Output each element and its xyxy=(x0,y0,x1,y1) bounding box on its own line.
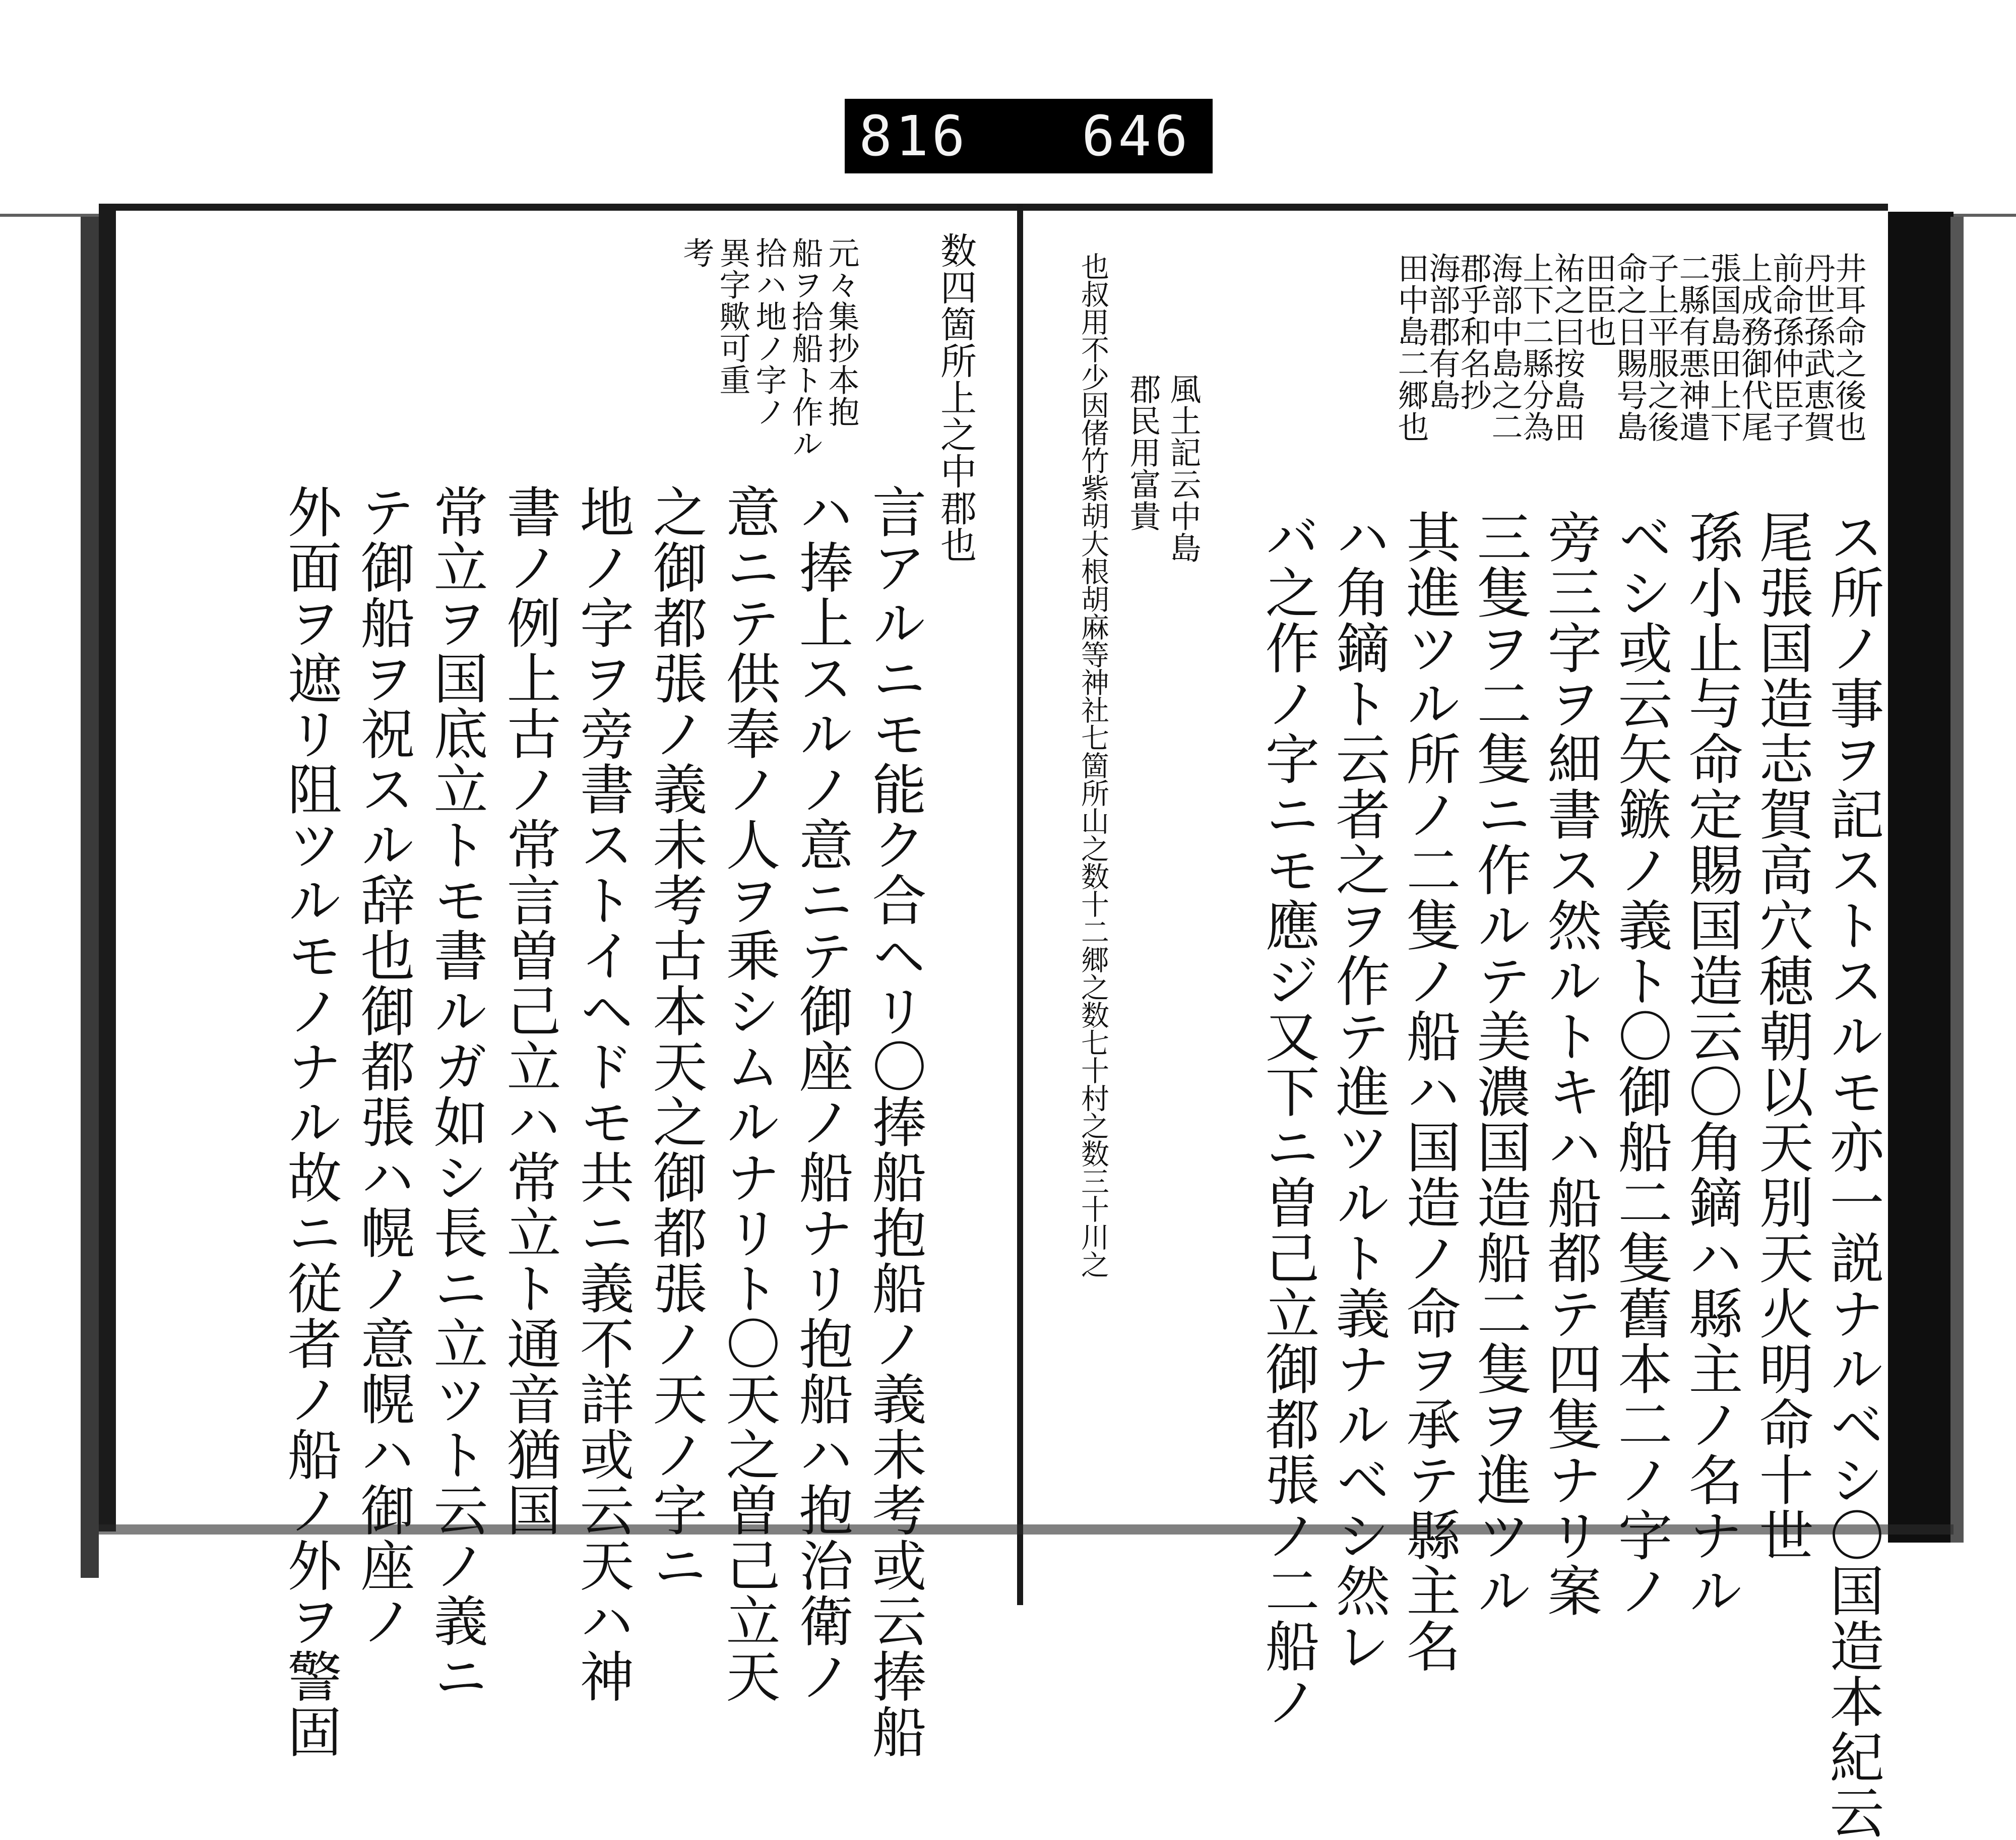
left-main-line: 言アルニモ能ク合ヘリ〇捧船抱船ノ義未考或云捧船 xyxy=(863,484,926,1759)
right-note-line: 上成務御代尾 xyxy=(1736,252,1773,443)
right-note-line: 二縣有悪神遣 xyxy=(1674,252,1711,443)
right-main-line: 孫小止与命定賜国造云〇角鏑ハ縣主ノ名ナル xyxy=(1679,509,1742,1618)
right-note-line: 命之日賜号島 xyxy=(1611,252,1648,443)
right-main-line: 尾張国造志賀高穴穂朝以天別天火明命十世 xyxy=(1750,509,1813,1563)
right-note-line: 郡乎和名抄 xyxy=(1455,252,1492,411)
right-note-line: 前命孫仲臣子 xyxy=(1768,252,1804,443)
right-main-line: ス所ノ事ヲ記ストスルモ亦一説ナルベシ〇国造本紀云 xyxy=(1820,509,1883,1840)
right-book-spine xyxy=(1888,212,1954,1543)
right-spine-edge xyxy=(1950,217,1964,1543)
left-main-line: 之御都張ノ義未考古本天之御都張ノ天ノ字ニ xyxy=(644,484,707,1593)
left-main-line: テ御船ヲ祝スル辞也御都張ハ幌ノ意幌ハ御座ノ xyxy=(351,484,414,1648)
left-main-line: 常立ヲ国底立トモ書ルガ如シ長ニ立ツト云ノ義ニ xyxy=(424,484,487,1704)
left-main-line: 意ニテ供奉ノ人ヲ乗シムルナリト〇天之曽己立天 xyxy=(717,484,780,1704)
left-note-line: 考 xyxy=(678,237,715,269)
frame-number-left: 816 xyxy=(859,104,968,168)
right-note-line: 海部中島之二 xyxy=(1486,252,1523,443)
left-main-line: 地ノ字ヲ旁書ストイヘドモ共ニ義不詳或云天ハ神 xyxy=(571,484,634,1704)
left-note-line: 拾ハ地ノ字ノ xyxy=(750,237,787,427)
right-note-line: 田臣也 xyxy=(1580,252,1617,347)
right-note-line: 郡民用富貴 xyxy=(1124,373,1161,532)
right-note-line: 上下二縣分為 xyxy=(1518,252,1554,443)
right-main-line: ベシ或云矢鏃ノ義ト〇御船二隻舊本二ノ字ノ xyxy=(1609,509,1672,1618)
left-note-line: 元々集抄本抱 xyxy=(823,237,860,427)
left-book-edge xyxy=(81,217,99,1578)
left-note-line: 異字歟可重 xyxy=(714,237,751,396)
right-note-line: 田中島二郷也 xyxy=(1393,252,1429,443)
left-main-line: 書ノ例上古ノ常言曽己立ハ常立ト通音猶国 xyxy=(497,484,560,1538)
left-note-line: 船ヲ拾船ト作ル xyxy=(787,237,824,459)
right-note-line: 祐之曰按島田 xyxy=(1549,252,1586,443)
right-note-line: 子上平服之後 xyxy=(1643,252,1679,443)
left-main-line: 外面ヲ遮リ阻ツルモノナル故ニ従者ノ船ノ外ヲ警固 xyxy=(278,484,341,1759)
right-main-line: 三隻ヲ二隻ニ作ルテ美濃国造船二隻ヲ進ツル xyxy=(1468,509,1531,1618)
right-note-line: 張国島田上下 xyxy=(1705,252,1742,443)
right-note-line: 井耳命之後也 xyxy=(1830,252,1867,443)
left-heading-line: 数四箇所上之中郡也 xyxy=(934,232,977,563)
right-main-line: 旁三字ヲ細書ス然ルトキハ船都テ四隻ナリ案 xyxy=(1538,509,1601,1618)
right-note-line: 風土記云中島 xyxy=(1165,373,1202,564)
right-main-line: バ之作ノ字ニモ應ジ又下ニ曽己立御都張ノ二船ノ xyxy=(1256,509,1319,1729)
frame-number-right: 646 xyxy=(1082,104,1191,168)
right-main-line: 其進ツル所ノ二隻ノ船ハ国造ノ命ヲ承テ縣主名 xyxy=(1397,509,1460,1674)
right-note-line: 海部郡有島 xyxy=(1424,252,1461,411)
right-note-line: 丹世孫武恵賀 xyxy=(1799,252,1836,443)
left-main-line: ハ捧上スルノ意ニテ御座ノ船ナリ抱船ハ抱治衛ノ xyxy=(790,484,853,1704)
right-note-line: 也叔用不少因偖竹紫胡大根胡麻等神社七箇所山之数十二郷之数七十村之数三十川之 xyxy=(1077,252,1109,1278)
frame-number-label xyxy=(845,99,1213,173)
right-main-line: ハ角鏑ト云者之ヲ作テ進ツルト義ナルベシ然レ xyxy=(1327,509,1390,1674)
book-gutter xyxy=(1017,204,1023,1605)
